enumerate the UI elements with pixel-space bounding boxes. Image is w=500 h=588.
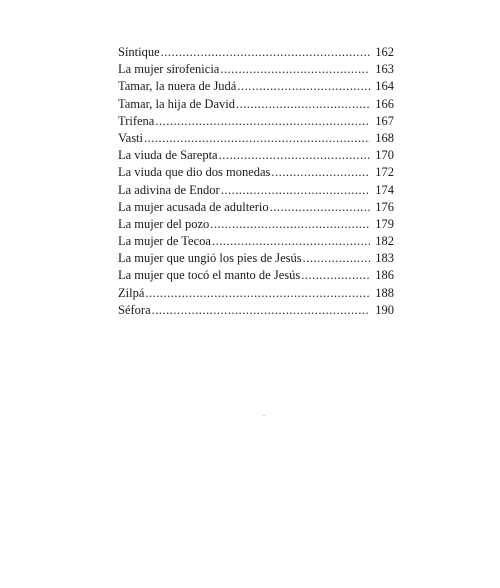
entry-page-number: 170: [375, 148, 394, 163]
dot-leader: [236, 96, 370, 113]
entry-page-number: 179: [375, 216, 394, 231]
entry-title: La viuda de Sarepta: [118, 148, 218, 163]
entry-title: Zilpá: [118, 285, 145, 300]
dot-leader: [212, 233, 370, 250]
entry-title: La viuda que dio dos monedas: [118, 165, 271, 180]
toc-entry: [118, 233, 394, 250]
entry-page-number: 186: [375, 268, 394, 283]
entry-title: La mujer sirofenicia: [118, 62, 220, 77]
entry-page-number: 162: [375, 45, 394, 59]
dot-leader: [220, 61, 370, 78]
toc-entry: [118, 250, 394, 267]
toc-entry: [118, 216, 394, 233]
entry-title: Tamar, la nuera de Judá: [118, 79, 237, 94]
dot-leader: [155, 113, 370, 130]
entry-page-number: 172: [375, 165, 394, 180]
entry-title: Trifena: [118, 113, 155, 128]
entry-page-number: 174: [375, 182, 394, 197]
dot-leader: [301, 267, 370, 284]
dot-leader: [210, 216, 370, 233]
entry-page-number: 167: [375, 113, 394, 128]
entry-title: Tamar, la hija de David: [118, 96, 235, 111]
entry-title: Síntique: [118, 45, 160, 59]
toc-entry: [118, 61, 394, 78]
entry-title: Vasti: [118, 130, 143, 145]
entry-title: La mujer que ungió los pies de Jesús: [118, 251, 302, 266]
entry-title: La adivina de Endor: [118, 182, 220, 197]
paper-speck: [263, 415, 265, 416]
toc-entry: [118, 182, 394, 199]
toc-entry: [118, 164, 394, 181]
dot-leader: [144, 130, 370, 147]
entry-page-number: 164: [375, 79, 394, 94]
entry-page-number: 182: [375, 234, 394, 249]
entry-title: Séfora: [118, 302, 151, 317]
entry-page-number: 163: [375, 62, 394, 77]
entry-page-number: 166: [375, 96, 394, 111]
dot-leader: [303, 250, 370, 267]
entry-title: La mujer que tocó el manto de Jesús: [118, 268, 301, 283]
toc-entry: [118, 199, 394, 216]
entry-page-number: 190: [375, 302, 394, 317]
dot-leader: [219, 147, 370, 164]
entry-page-number: 188: [375, 285, 394, 300]
toc-entry: [118, 147, 394, 164]
toc-entry: [118, 130, 394, 147]
entry-page-number: 176: [375, 199, 394, 214]
toc-entry: [118, 113, 394, 130]
entry-page-number: 183: [375, 251, 394, 266]
toc-entry: [118, 44, 394, 61]
toc-entry: [118, 267, 394, 284]
entry-title: La mujer acusada de adulterio: [118, 199, 269, 214]
dot-leader: [161, 44, 370, 61]
toc-entry: [118, 96, 394, 113]
dot-leader: [271, 164, 370, 181]
table-of-contents: [118, 44, 394, 319]
dot-leader: [270, 199, 370, 216]
dot-leader: [237, 78, 370, 95]
dot-leader: [145, 285, 370, 302]
toc-entry: [118, 285, 394, 302]
toc-entry: [118, 302, 394, 319]
dot-leader: [152, 302, 370, 319]
dot-leader: [221, 182, 370, 199]
entry-title: La mujer del pozo: [118, 216, 210, 231]
entry-page-number: 168: [375, 130, 394, 145]
toc-entry: [118, 78, 394, 95]
entry-title: La mujer de Tecoa: [118, 234, 211, 249]
